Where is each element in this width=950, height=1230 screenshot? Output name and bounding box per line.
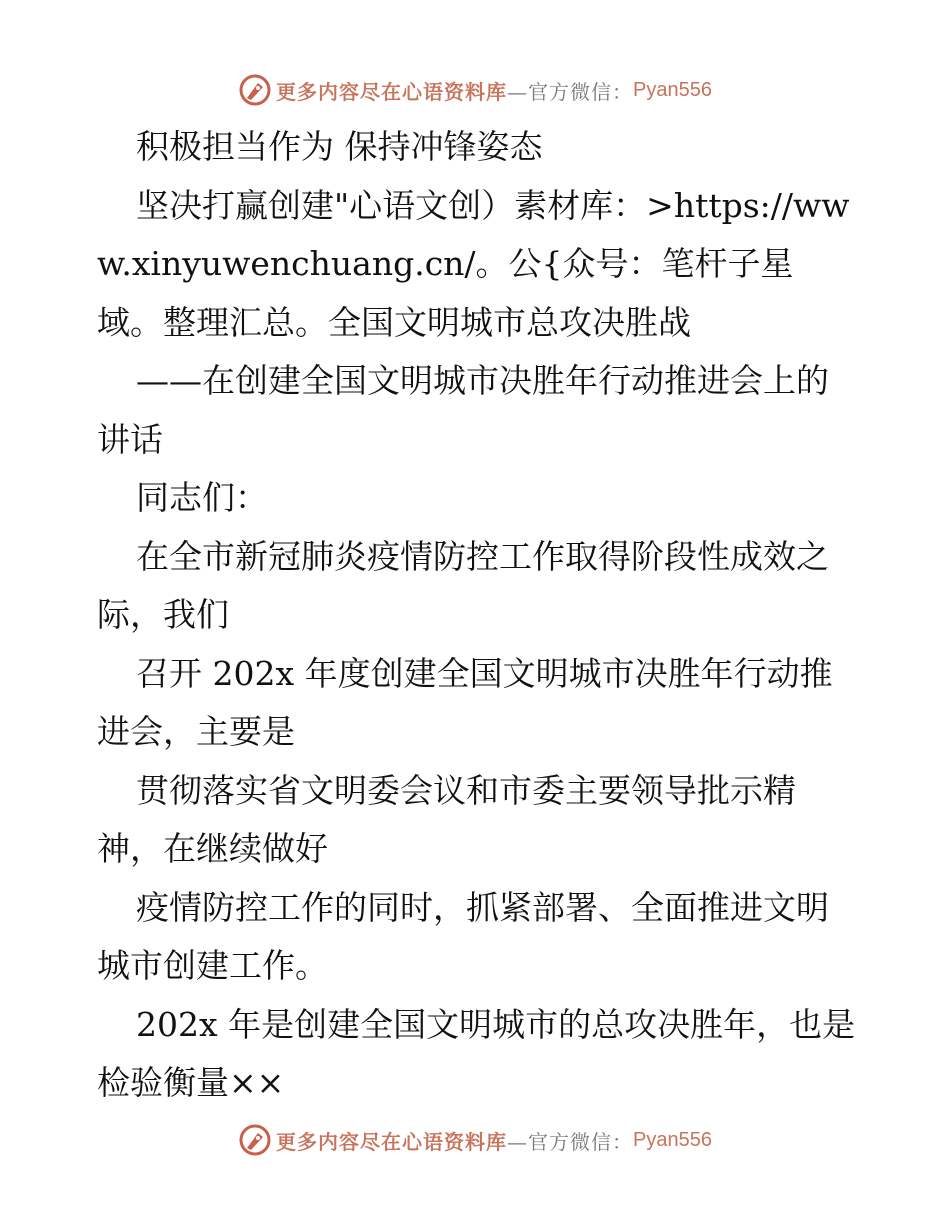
document-body — [97, 118, 857, 1113]
banner-wechat-id: Pyan556 — [633, 1128, 712, 1151]
paragraph-subtitle: ——在创建全国文明城市决胜年行动推进会上的讲话 — [97, 361, 829, 459]
paragraph-body: 疫情防控工作的同时，抓紧部署、全面推进文明城市创建工作。 — [97, 887, 829, 985]
paragraph-body: 202x 年是创建全国文明城市的总攻决胜年，也是检验衡量×× — [97, 1004, 856, 1102]
paragraph-heading: 坚决打赢创建"心语文创）素材库：>https://www.xinyuwenchuang.cn/。公{众号：笔杆子星域。整理汇总。全国文明城市总攻决胜战 — [97, 185, 850, 342]
footer-banner — [0, 1120, 950, 1160]
header-banner — [0, 70, 950, 110]
paragraph-title: 积极担当作为 保持冲锋姿态 — [136, 127, 543, 166]
paragraph-salutation: 同志们： — [136, 478, 268, 517]
paragraph-body: 召开 202x 年度创建全国文明城市决胜年行动推进会，主要是 — [97, 653, 833, 751]
banner-brand-text: 更多内容尽在心语资料库 — [276, 79, 508, 104]
banner-contact-label: —官方微信： — [507, 79, 634, 104]
paragraph-body: 在全市新冠肺炎疫情防控工作取得阶段性成效之际，我们 — [97, 536, 829, 634]
banner-brand-text: 更多内容尽在心语资料库 — [276, 1129, 508, 1154]
pen-nib-logo-icon — [238, 73, 272, 107]
paragraph-body: 贯彻落实省文明委会议和市委主要领导批示精神，在继续做好 — [97, 770, 796, 868]
pen-nib-logo-icon — [238, 1123, 272, 1157]
banner-wechat-id: Pyan556 — [633, 78, 712, 101]
banner-contact-label: —官方微信： — [507, 1129, 634, 1154]
